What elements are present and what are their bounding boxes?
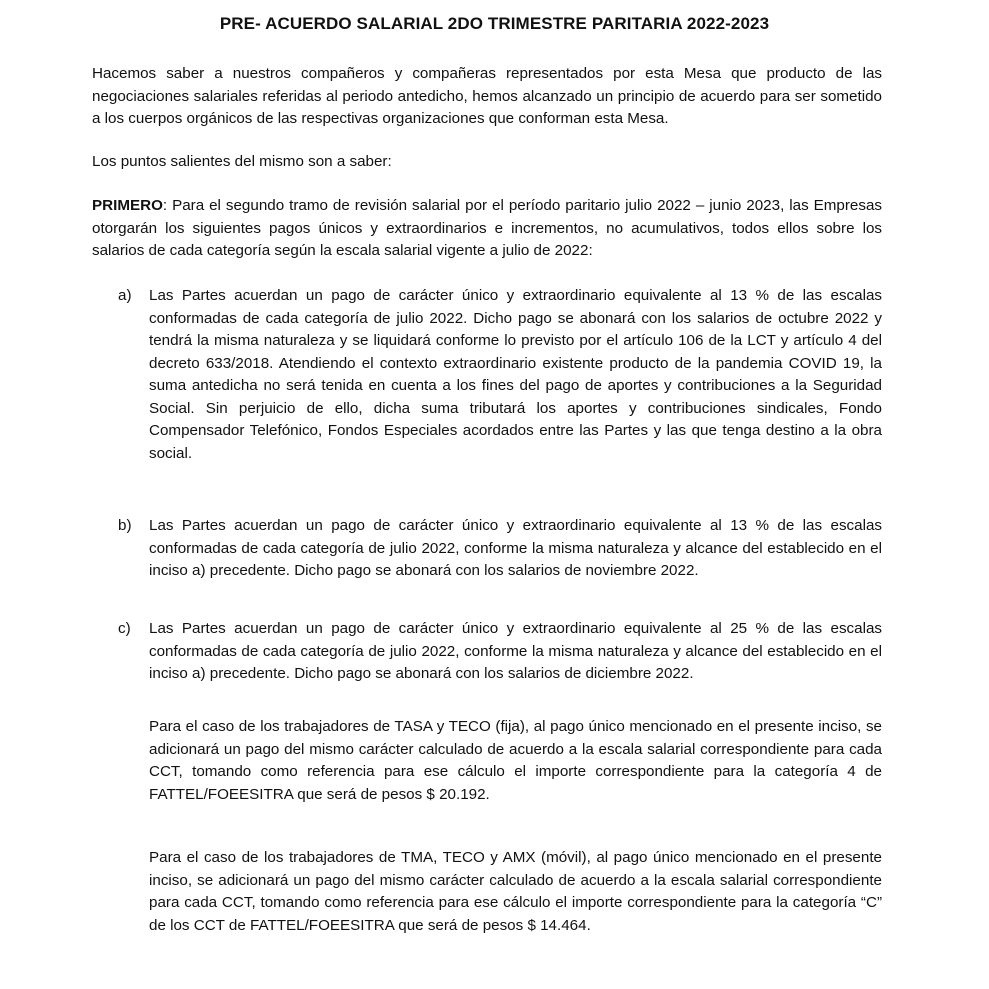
primero-paragraph bbox=[92, 195, 882, 263]
c-subparagraph-tma-teco-amx: Para el caso de los trabajadores de TMA, TECO y AMX (móvil), al pago único mencionado en el presente inciso, se adicionará un pago del mismo carácter calculado de acuerdo a la escala salarial correspondiente para cada CCT, tomando como referencia para ese cálculo el importe correspondiente para la categoría “C” de los CCT de FATTEL/FOEESITRA que será de pesos $ 14.464. bbox=[149, 849, 882, 934]
list-item-c bbox=[118, 618, 882, 686]
list-item-text: Las Partes acuerdan un pago de carácter único y extraordinario equivalente al 13 % de las escalas conformadas de cada categoría de julio 2022, conforme la misma naturaleza y alcance del establecido en el inciso a) precedente. Dicho pago se abonará con los salarios de noviembre 2022. bbox=[149, 517, 882, 579]
list-item-text: Las Partes acuerdan un pago de carácter único y extraordinario equivalente al 25 % de las escalas conformadas de cada categoría de julio 2022, conforme la misma naturaleza y alcance del establecido en el inciso a) precedente. Dicho pago se abonará con los salarios de diciembre 2022. bbox=[149, 620, 882, 682]
primero-text: : Para el segundo tramo de revisión salarial por el período paritario julio 2022 – junio 2023, las Empresas otorgarán los siguientes pagos únicos y extraordinarios e incrementos, no acumulativos, todos ellos sobre los salarios de cada categoría según la escala salarial vigente a julio de 2022: bbox=[92, 197, 882, 259]
list-item-label: c) bbox=[118, 620, 131, 637]
c-subparagraph-tasa-teco: Para el caso de los trabajadores de TASA y TECO (fija), al pago único mencionado en el presente inciso, se adicionará un pago del mismo carácter calculado de acuerdo a la escala salarial correspondiente para cada CCT, tomando como referencia para ese cálculo el importe correspondiente para la categoría 4 de FATTEL/FOEESITRA que será de pesos $ 20.192. bbox=[149, 718, 882, 803]
points-intro-paragraph: Los puntos salientes del mismo son a saber: bbox=[92, 153, 392, 170]
list-item-label: b) bbox=[118, 517, 132, 534]
list-item-label: a) bbox=[118, 287, 132, 304]
primero-label: PRIMERO bbox=[92, 197, 163, 214]
list-item-a bbox=[118, 285, 882, 465]
intro-paragraph: Hacemos saber a nuestros compañeros y compañeras representados por esta Mesa que producto de las negociaciones salariales referidas al periodo antedicho, hemos alcanzado un principio de acuerdo para ser sometido a los cuerpos orgánicos de las respectivas organizaciones que conforman esta Mesa. bbox=[92, 65, 882, 127]
list-item-b bbox=[118, 515, 882, 583]
list-item-text: Las Partes acuerdan un pago de carácter único y extraordinario equivalente al 13 % de las escalas conformadas de cada categoría de julio 2022. Dicho pago se abonará con los salarios de octubre 2022 y tendrá la misma naturaleza y se liquidará conforme lo previsto por el artículo 106 de la LCT y artículo 4 del decreto 633/2018. Atendiendo el contexto extraordinario existente producto de la pandemia COVID 19, la suma antedicha no será tenida en cuenta a los fines del pago de aportes y contribuciones a la Seguridad Social. Sin perjuicio de ello, dicha suma tributará los aportes y contribuciones sindicales, Fondo Compensador Telefónico, Fondos Especiales acordados entre las Partes y las que tenga destino a la obra social. bbox=[149, 287, 882, 462]
document-title: PRE- ACUERDO SALARIAL 2DO TRIMESTRE PARITARIA 2022-2023 bbox=[219, 14, 770, 33]
